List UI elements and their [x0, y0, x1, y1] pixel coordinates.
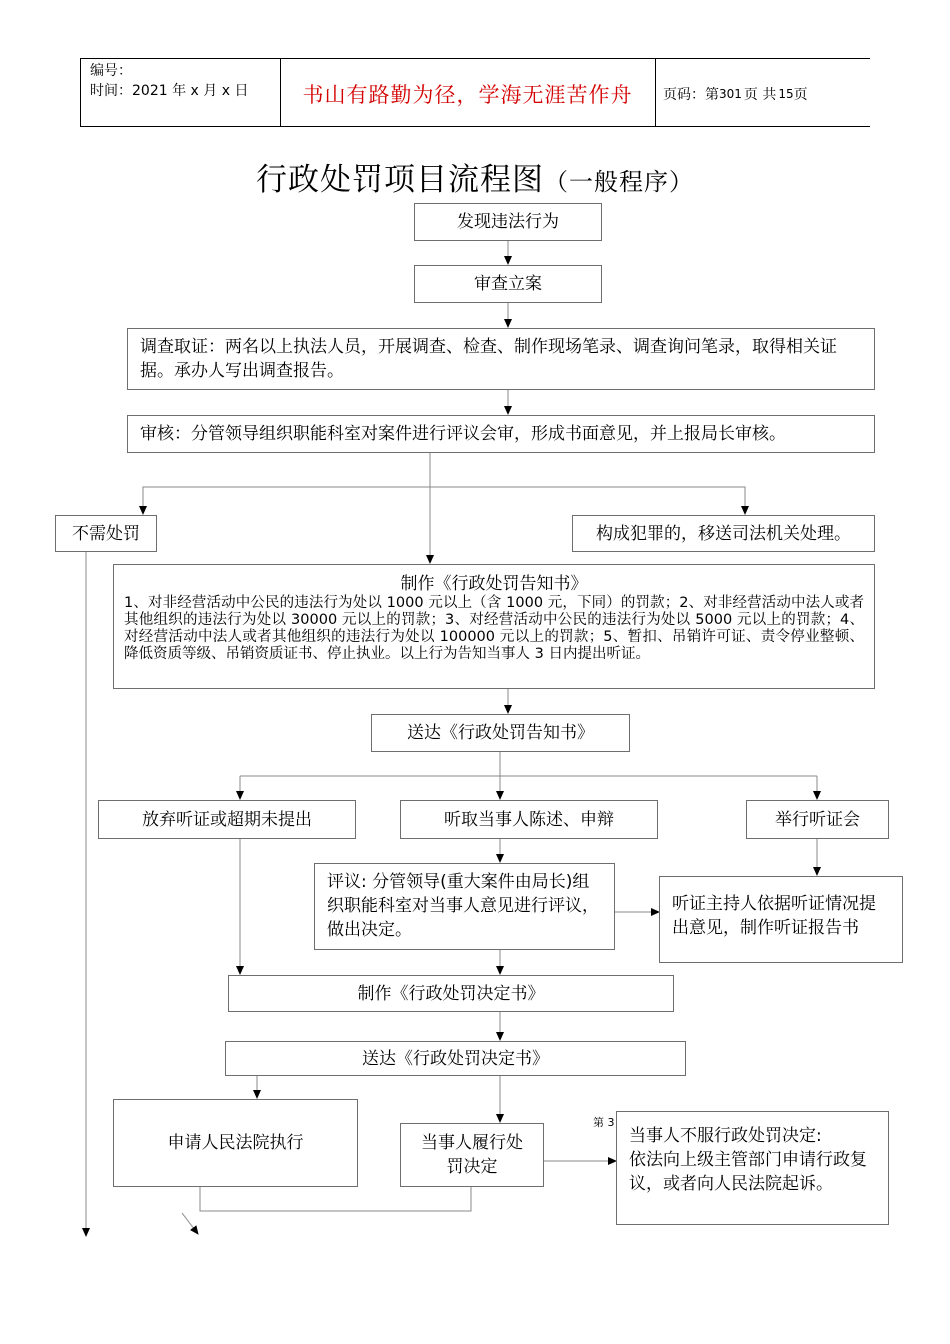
step-make-notice	[113, 564, 875, 689]
branch-line-review	[143, 487, 745, 513]
notice-title: 制作《行政处罚告知书》	[400, 574, 588, 594]
document-time: 时间：2021 年 x 月 x 日	[90, 83, 249, 99]
step-investigate: 调查取证：两名以上执法人员，开展调查、检查、制作现场笔录、调查询问笔录，取得相关证据。承办人写出调查报告。	[127, 328, 875, 390]
appeal-line-1: 当事人不服行政处罚决定:	[629, 1126, 822, 1146]
step-deliver-notice: 送达《行政处罚告知书》	[371, 714, 630, 752]
step-register: 审查立案	[414, 265, 602, 303]
notice-body: 1、对非经营活动中公民的违法行为处以 1000 元以上（含 1000 元，下同）的罚款；2、对非经营活动中法人或者其他组织的违法行为处以 30000 元以上的罚款；3、对经营活动中公民的违法行为处以 5000 元以上的罚款；4、对经营活动中法人或者其他组织的违法行为处以 100000 元以上的罚款；5、暂扣、吊销许可证、责令停业整顿、降低资质等级、吊销资质证书、停止执业。以上行为告知当事人 3 日内提出听证。	[124, 595, 864, 662]
header-motto: 书山有路勤为径，学海无涯苦作舟	[302, 82, 633, 107]
step-hear-statement: 听取当事人陈述、申辩	[400, 800, 658, 839]
step-court-enforce: 申请人民法院执行	[113, 1099, 358, 1187]
step-no-penalty: 不需处罚	[55, 515, 157, 552]
title-main: 行政处罚项目流程图	[256, 162, 544, 198]
page-end-label: 页	[793, 86, 808, 103]
step-comply: 当事人履行处罚决定	[400, 1123, 544, 1187]
step-criminal-transfer: 构成犯罪的，移送司法机关处理。	[572, 515, 875, 552]
step-appeal	[616, 1111, 889, 1225]
document-number-label: 编号：	[90, 63, 132, 79]
step-make-decision: 制作《行政处罚决定书》	[228, 975, 674, 1012]
step-review: 审核：分管领导组织职能科室对案件进行评议会审，形成书面意见，并上报局长审核。	[127, 415, 875, 453]
page-number-fragment: 第 3	[593, 1116, 615, 1129]
title-sub: （一般程序）	[544, 168, 694, 196]
join-line-bottom	[200, 1187, 471, 1211]
step-deliver-decision: 送达《行政处罚决定书》	[225, 1041, 686, 1076]
page-total: 15	[778, 86, 794, 101]
step-deliberation: 评议: 分管领导(重大案件由局长)组织职能科室对当事人意见进行评议，做出决定。	[314, 863, 615, 950]
step-waive-hearing: 放弃听证或超期未提出	[98, 800, 356, 839]
page-label: 页码：第	[663, 86, 719, 103]
arrow-bottom-continue	[182, 1213, 198, 1234]
step-hearing-report: 听证主持人依据听证情况提出意见，制作听证报告书	[659, 876, 903, 963]
appeal-line-2: 依法向上级主管部门申请行政复议，或者向人民法院起诉。	[629, 1150, 867, 1194]
step-hold-hearing: 举行听证会	[746, 800, 889, 839]
step-discover: 发现违法行为	[414, 203, 602, 241]
page-current: 301	[719, 86, 742, 101]
page-mid-label: 页 共	[743, 86, 777, 103]
